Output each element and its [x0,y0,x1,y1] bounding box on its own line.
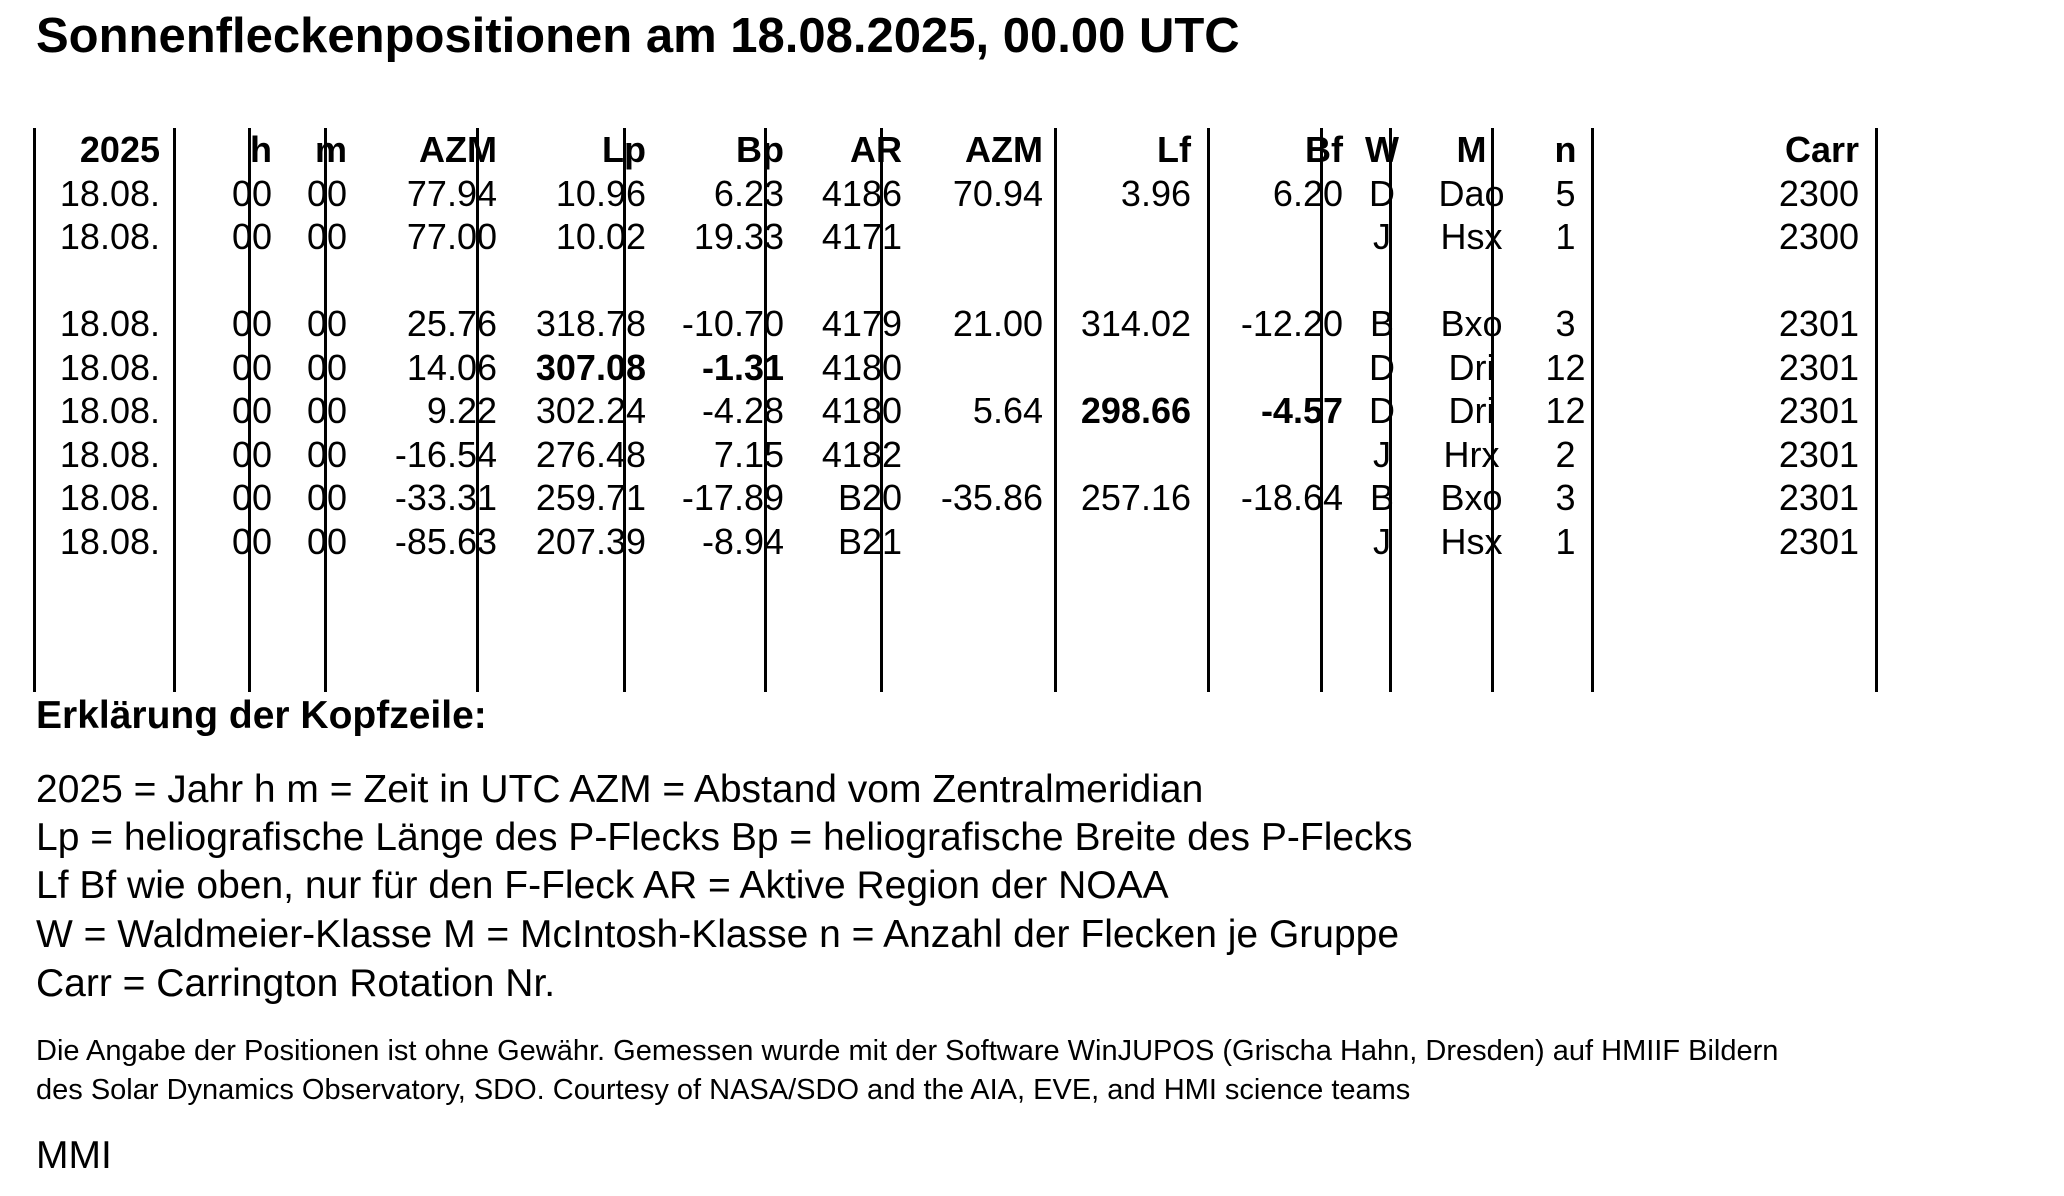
cell-mc: Bxo [1440,303,1503,344]
cell-azm_f [918,433,1043,477]
cell-h: 00 [231,172,272,214]
cell-bp: 6.23 [713,172,784,214]
cell-ar: 4179 [821,303,902,344]
cell-n: 1 [1555,216,1576,257]
cell-mc: Dao [1438,172,1505,214]
cell-carr: 2301 [1778,433,1859,475]
cell-carr: 2300 [1778,216,1859,257]
cell-lf: 3.96 [1120,172,1191,214]
column-header-azm_f: AZM [965,129,1043,170]
sunspot-positions-table [33,128,1880,692]
cell-m: 00 [306,477,347,518]
cell-lf [1066,346,1191,390]
cell-h: 00 [231,303,272,344]
cell-bp: -17.89 [681,477,784,518]
cell-ar: B21 [837,520,902,562]
cell-w: B [1369,303,1394,344]
cell-bp: -1.31 [701,346,784,388]
column-header-lp: Lp [602,129,646,170]
cell-m: 00 [306,520,347,562]
cell-carr: 2301 [1778,346,1859,388]
cell-bf: -12.20 [1240,303,1343,344]
legend-line: Lp = heliografische Länge des P-Flecks Bp = heliografische Breite des P-Flecks [36,816,1413,859]
cell-w: D [1369,390,1395,431]
table-row [33,172,1880,216]
table-header-row [33,128,1880,172]
cell-h: 00 [231,390,272,431]
signature: MMI [36,1134,112,1177]
cell-bf [1220,433,1343,477]
cell-azm_p: 9.22 [426,390,497,431]
legend-line: 2025 = Jahr h m = Zeit in UTC AZM = Abstand vom Zentralmeridian [36,768,1204,811]
cell-h: 00 [231,346,272,388]
cell-ar: 4182 [821,433,902,475]
cell-bf [1220,215,1343,259]
cell-carr: 2301 [1778,390,1859,431]
cell-lp: 276.48 [535,433,646,475]
cell-azm_p: 14.06 [406,346,497,388]
cell-year: 18.08. [59,390,160,431]
cell-w: D [1369,346,1395,388]
cell-carr: 2301 [1778,303,1859,344]
cell-azm_f [918,215,1043,259]
cell-h: 00 [231,477,272,518]
cell-lf [1066,215,1191,259]
cell-w: D [1369,172,1395,214]
cell-m: 00 [306,346,347,388]
legend-line: W = Waldmeier-Klasse M = McIntosh-Klasse n = Anzahl der Flecken je Gruppe [36,913,1400,956]
cell-n: 3 [1555,477,1576,518]
cell-year: 18.08. [59,477,160,518]
disclaimer-line: des Solar Dynamics Observatory, SDO. Courtesy of NASA/SDO and the AIA, EVE, and HMI science teams [36,1074,1411,1106]
cell-n: 2 [1555,433,1576,475]
cell-ar: B20 [837,477,902,518]
cell-m: 00 [306,216,347,257]
table-row [33,389,1880,433]
column-header-azm_p: AZM [419,129,497,170]
cell-year: 18.08. [59,520,160,562]
cell-mc: Hrx [1443,433,1500,475]
cell-w: J [1373,520,1391,562]
cell-mc: Hsx [1440,216,1503,257]
cell-year: 18.08. [59,216,160,257]
legend-line: Carr = Carrington Rotation Nr. [36,962,556,1005]
cell-azm_f: -35.86 [940,477,1043,518]
cell-w: J [1373,216,1391,257]
cell-m: 00 [306,390,347,431]
legend-title: Erklärung der Kopfzeile: [36,694,487,737]
cell-h: 00 [231,433,272,475]
cell-w: J [1373,433,1391,475]
disclaimer-line: Die Angabe der Positionen ist ohne Gewähr. Gemessen wurde mit der Software WinJUPOS (Grischa Hahn, Dresden) auf HMIIF Bildern [36,1035,1779,1067]
table-row [33,476,1880,520]
cell-bf [1220,346,1343,390]
legend-line: Lf Bf wie oben, nur für den F-Fleck AR = Aktive Region der NOAA [36,864,1169,907]
cell-ar: 4171 [821,216,902,257]
cell-azm_f: 21.00 [952,303,1043,344]
column-header-bf: Bf [1305,129,1343,170]
cell-bp: 19.33 [693,216,784,257]
cell-m: 00 [306,172,347,214]
cell-lp: 307.08 [535,346,646,388]
cell-lf: 257.16 [1080,477,1191,518]
cell-lp: 10.96 [555,172,646,214]
cell-w: B [1369,477,1394,518]
cell-azm_f [918,346,1043,390]
column-header-h: h [250,129,272,170]
cell-mc: Bxo [1440,477,1503,518]
column-header-w: W [1365,129,1399,170]
column-header-m: m [314,129,347,170]
cell-lp: 10.02 [555,216,646,257]
cell-n: 12 [1545,390,1586,431]
cell-h: 00 [231,216,272,257]
cell-lf [1066,520,1191,564]
cell-lp: 259.71 [535,477,646,518]
column-header-mc: M [1456,129,1487,170]
cell-lp: 207.39 [535,520,646,562]
cell-year: 18.08. [59,172,160,214]
cell-azm_p: 77.94 [406,172,497,214]
column-header-n: n [1554,129,1577,170]
cell-lp: 302.24 [535,390,646,431]
cell-year: 18.08. [59,433,160,475]
cell-carr: 2301 [1778,520,1859,562]
cell-azm_p: -85.63 [394,520,497,562]
column-header-lf: Lf [1157,129,1191,170]
page-title: Sonnenfleckenpositionen am 18.08.2025, 00.00 UTC [36,9,1240,63]
cell-bf: -4.57 [1260,390,1343,431]
cell-lp: 318.78 [535,303,646,344]
column-header-year: 2025 [79,129,160,170]
cell-n: 5 [1555,172,1576,214]
cell-year: 18.08. [59,303,160,344]
cell-azm_p: -16.54 [394,433,497,475]
cell-h: 00 [231,520,272,562]
cell-n: 1 [1555,520,1576,562]
table-row [33,215,1880,259]
cell-azm_p: -33.31 [394,477,497,518]
column-header-carr: Carr [1784,129,1859,170]
table-row [33,302,1880,346]
cell-mc: Dri [1448,346,1495,388]
cell-n: 12 [1545,346,1586,388]
column-header-ar: AR [850,129,902,170]
cell-carr: 2300 [1778,172,1859,214]
cell-mc: Dri [1448,390,1495,431]
cell-lf [1066,433,1191,477]
cell-bf: -18.64 [1240,477,1343,518]
table-row [33,520,1880,564]
cell-azm_p: 77.00 [406,216,497,257]
cell-ar: 4186 [821,172,902,214]
cell-azm_f: 70.94 [952,172,1043,214]
cell-bp: 7.15 [713,433,784,475]
cell-bp: -10.70 [681,303,784,344]
cell-m: 00 [306,433,347,475]
cell-ar: 4180 [821,390,902,431]
cell-ar: 4180 [821,346,902,388]
cell-carr: 2301 [1778,477,1859,518]
cell-azm_f: 5.64 [972,390,1043,431]
cell-year: 18.08. [59,346,160,388]
cell-azm_p: 25.76 [406,303,497,344]
table-row [33,346,1880,390]
cell-bp: -4.28 [701,390,784,431]
cell-m: 00 [306,303,347,344]
cell-mc: Hsx [1440,520,1503,562]
table-row [33,433,1880,477]
cell-lf: 314.02 [1080,303,1191,344]
cell-bf [1220,520,1343,564]
cell-bf: 6.20 [1272,172,1343,214]
cell-n: 3 [1555,303,1576,344]
column-header-bp: Bp [736,129,784,170]
cell-lf: 298.66 [1080,390,1191,431]
cell-bp: -8.94 [701,520,784,562]
cell-azm_f [918,520,1043,564]
